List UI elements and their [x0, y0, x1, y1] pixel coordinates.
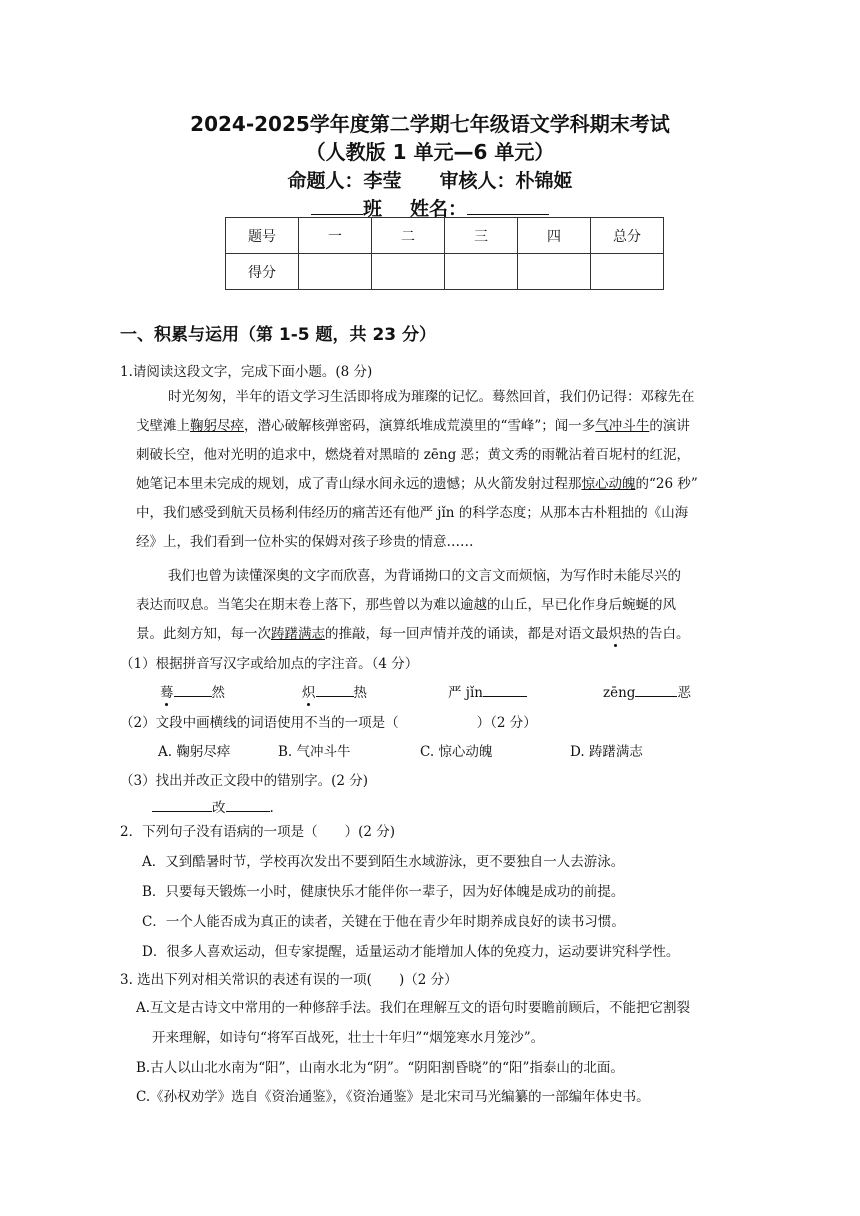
q1-p1-line4	[136, 472, 698, 492]
class-blank[interactable]	[311, 196, 363, 215]
text-span: 的“26 秒”	[635, 476, 698, 492]
dotted-char: 炽	[302, 685, 316, 701]
text-span: （2）文段中画横线的词语使用不当的一项是（	[120, 715, 399, 731]
q1-sub1-item	[302, 681, 367, 701]
q3-option-b: B.古人以山北水南为“阳”，山南水北为“阴”。“阴阳割昏晓”的“阳”指泰山的北面。	[136, 1060, 624, 1076]
score-input-cell[interactable]	[445, 254, 518, 290]
q2-option-b: B．只要每天锻炼一小时，健康快乐才能伴你一辈子，因为好体魄是成功的前提。	[142, 884, 625, 900]
score-cell: 三	[445, 218, 518, 254]
q1-sub1-item	[448, 681, 527, 701]
text-span: 的演讲	[649, 418, 690, 434]
q1-p1-line6: 经》上，我们看到一位朴实的保姆对孩子珍贵的情意……	[136, 534, 474, 550]
q3-option-a-cont: 开来理解，如诗句“将军百战死，壮士十年归”“烟笼寒水月笼沙”。	[152, 1030, 545, 1046]
score-cell: 一	[299, 218, 372, 254]
text-span: 她笔记本里未完成的规划，成了青山绿水间永远的遗憾；从火箭发射过程那	[136, 476, 582, 492]
exam-authors: 命题人：李莹 审核人：朴锦姬	[287, 170, 573, 192]
text-span: zēng	[603, 685, 636, 701]
text-span: ）（2 分）	[476, 715, 537, 731]
q1-p1-line5: 中，我们感受到航天员杨利伟经历的痛苦还有他严 jǐn 的科学态度；从那本古朴粗拙的《山海	[136, 505, 689, 521]
text-span: 热	[353, 685, 367, 701]
text-span: 景。此刻方知，每一次	[136, 626, 271, 642]
option-a: A. 鞠躬尽瘁	[158, 744, 231, 760]
underlined-term: 惊心动魄	[581, 476, 636, 492]
option-b: B. 气冲斗牛	[278, 744, 351, 760]
score-cell: 二	[372, 218, 445, 254]
score-cell: 总分	[591, 218, 664, 254]
underlined-term: 踌躇满志	[271, 626, 325, 642]
exam-subtitle: （人教版 1 单元—6 单元）	[305, 140, 555, 164]
q1-sub1-item	[160, 681, 225, 701]
q2-option-a: A．又到酷暑时节，学校再次发出不要到陌生水域游泳，更不要独自一人去游泳。	[142, 854, 625, 870]
text-span: 严 jǐn	[448, 685, 483, 701]
exam-title: 2024-2025学年度第二学期七年级语文学科期末考试	[190, 112, 670, 136]
text-span: 热的告白。	[622, 626, 690, 642]
answer-blank[interactable]	[316, 682, 354, 697]
name-blank[interactable]	[467, 196, 549, 215]
score-input-cell[interactable]	[518, 254, 591, 290]
q3-option-c: C.《孙权劝学》选自《资治通鉴》，《资治通鉴》是北宋司马光编纂的一部编年体史书。	[136, 1089, 650, 1105]
q2-stem: 2．下列句子没有语病的一项是（ ）(2 分)	[120, 824, 396, 840]
option-d: D. 踌躇满志	[570, 744, 643, 760]
q1-p2-line3	[136, 622, 690, 642]
q1-sub1: （1）根据拼音写汉字或给加点的字注音。（4 分）	[120, 656, 419, 672]
score-table-header-row	[226, 218, 664, 254]
section-heading: 一、积累与运用（第 1-5 题，共 23 分）	[120, 325, 437, 345]
text-span: .	[269, 800, 274, 816]
q2-option-d: D．很多人喜欢运动，但专家提醒，适量运动才能增加人体的免疫力，运动要讲究科学性。	[142, 944, 680, 960]
text-span: 改	[212, 800, 226, 816]
text-span: ，潜心破解核弹密码，演算纸堆成荒漠里的“雪峰”；闻一多	[244, 418, 596, 434]
q1-p2-line2: 表达而叹息。当笔尖在期末卷上落下，那些曾以为难以逾越的山丘，早已化作身后蜿蜒的风	[136, 597, 676, 613]
score-input-cell[interactable]	[299, 254, 372, 290]
text-span: 戈壁滩上	[136, 418, 190, 434]
class-label: 班	[362, 198, 382, 220]
answer-blank[interactable]	[152, 797, 212, 812]
score-table	[225, 217, 664, 290]
answer-blank[interactable]	[635, 682, 677, 697]
q1-p1-line3: 刺破长空，他对光明的追求中，燃烧着对黑暗的 zēng 恶；黄文秀的雨靴沾着百坭村的红泥，	[136, 447, 691, 463]
q1-sub3: （3）找出并改正文段中的错别字。(2 分)	[120, 773, 369, 789]
score-input-cell[interactable]	[591, 254, 664, 290]
text-span: 恶	[677, 685, 691, 701]
score-cell: 四	[518, 218, 591, 254]
score-cell: 得分	[226, 254, 299, 290]
underlined-term: 气冲斗牛	[595, 418, 650, 434]
score-cell: 题号	[226, 218, 299, 254]
q1-p2-line1: 我们也曾为读懂深奥的文字而欣喜，为背诵拗口的文言文而烦恼，为写作时未能尽兴的	[168, 568, 681, 584]
q1-sub2	[120, 711, 537, 731]
answer-blank[interactable]	[483, 682, 527, 697]
answer-blank[interactable]	[174, 682, 212, 697]
q3-stem: 3. 选出下列对相关常识的表述有误的一项( )（2 分）	[120, 972, 458, 988]
option-c: C. 惊心动魄	[420, 744, 493, 760]
underlined-term: 鞠躬尽瘁	[190, 418, 244, 434]
dotted-char: 蓦	[160, 685, 174, 701]
dotted-char: 炽	[608, 626, 622, 642]
q1-stem: 1.请阅读这段文字，完成下面小题。(8 分)	[120, 364, 373, 380]
text-span: 然	[211, 685, 225, 701]
name-label: 姓名：	[410, 198, 468, 220]
score-table-score-row	[226, 254, 664, 290]
score-input-cell[interactable]	[372, 254, 445, 290]
text-span: 的推敲，每一回声情并茂的诵读，都是对语文最	[325, 626, 609, 642]
q1-p1-line1: 时光匆匆，半年的语文学习生活即将成为璀璨的记忆。蓦然回首，我们仍记得：邓稼先在	[168, 389, 695, 405]
answer-blank[interactable]	[226, 797, 270, 812]
q2-option-c: C．一个人能否成为真正的读者，关键在于他在青少年时期养成良好的读书习惯。	[142, 914, 625, 930]
q1-p1-line2	[136, 414, 690, 434]
q1-sub1-item	[603, 681, 691, 701]
q3-option-a: A.互文是古诗文中常用的一种修辞手法。我们在理解互文的语句时要瞻前顾后，不能把它割裂	[136, 1000, 691, 1016]
q1-sub3-answer	[152, 796, 274, 816]
